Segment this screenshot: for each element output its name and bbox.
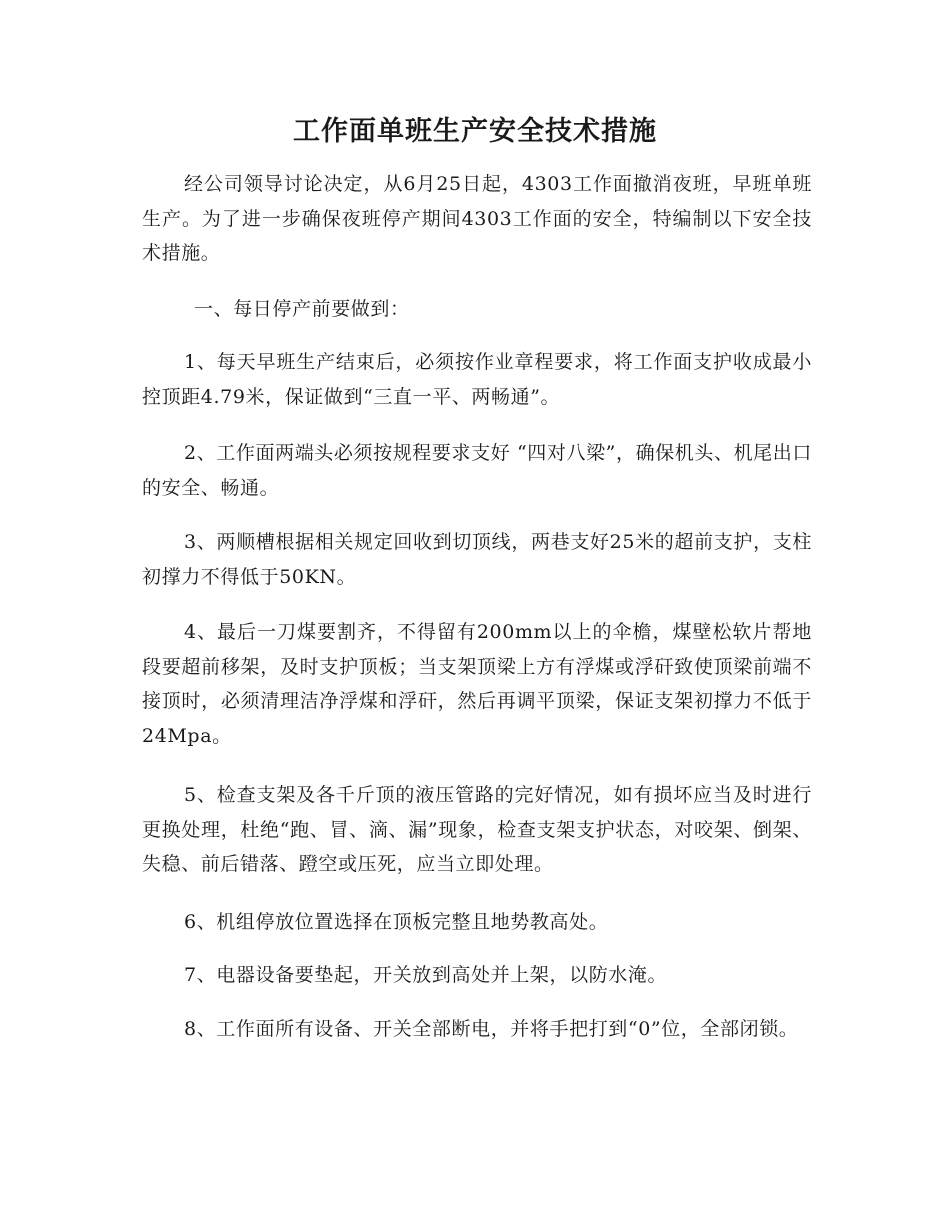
list-item: 8、工作面所有设备、开关全部断电，并将手把打到“0”位，全部闭锁。 xyxy=(184,1018,799,1040)
list-item: 7、电器设备要垫起，开关放到高处并上架，以防水淹。 xyxy=(184,964,668,986)
list-item: 2、工作面两端头必须按规程要求支好 “四对八梁”，确保机头、机尾出口的安全、畅通。 xyxy=(142,442,812,499)
list-item: 3、两顺槽根据相关规定回收到切顶线，两巷支好25米的超前支护，支柱初撑力不得低于50KN。 xyxy=(142,531,812,588)
document-title: 工作面单班生产安全技术措施 xyxy=(293,116,657,147)
intro-paragraph: 经公司领导讨论决定，从6月25日起，4303工作面撤消夜班，早班单班生产。为了进一步确保夜班停产期间4303工作面的安全，特编制以下安全技术措施。 xyxy=(142,173,812,264)
list-item: 1、每天早班生产结束后，必须按作业章程要求，将工作面支护收成最小控顶距4.79米，保证做到“三直一平、两畅通”。 xyxy=(142,351,812,408)
list-item: 5、检查支架及各千斤顶的液压管路的完好情况，如有损坏应当及时进行更换处理，杜绝“跑、冒、滴、漏”现象，检查支架支护状态，对咬架、倒架、失稳、前后错落、蹬空或压死，应当立即处理。 xyxy=(142,784,812,875)
list-item: 6、机组停放位置选择在顶板完整且地势教高处。 xyxy=(184,911,609,933)
list-item: 4、最后一刀煤要割齐，不得留有200mm以上的伞檐，煤壁松软片帮地段要超前移架，及时支护顶板；当支架顶梁上方有浮煤或浮矸致使顶梁前端不接顶时，必须清理洁净浮煤和浮矸，然后再调平顶梁，保证支架初撑力不低于24Mpa。 xyxy=(142,621,812,747)
section-heading: 一、每日停产前要做到： xyxy=(194,298,410,320)
